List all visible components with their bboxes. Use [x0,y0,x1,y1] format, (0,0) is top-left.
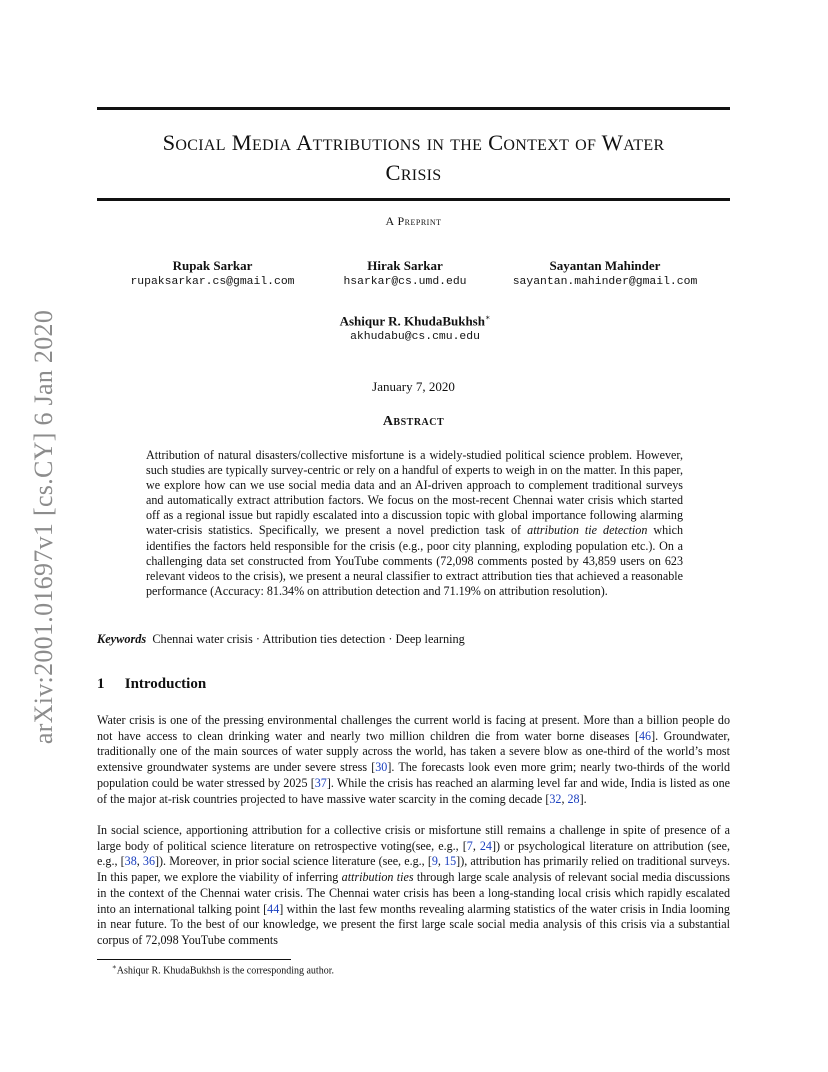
title-top-rule [97,107,730,110]
footnote-marker: ∗ [112,963,117,971]
citation-link[interactable]: 9 [431,854,438,869]
citation-link[interactable]: 44 [267,901,280,916]
author-name: Rupak Sarkar [172,258,253,273]
footnote [112,963,334,976]
citation-link[interactable]: 24 [479,838,492,853]
citation-link[interactable]: 32 [549,791,562,806]
citation-link[interactable]: 38 [124,854,137,869]
author-block [105,258,320,290]
author-block [310,310,520,345]
footnote-rule [97,959,291,960]
title-line-1: Social Media Attributions in the Context of Water [162,130,665,155]
intro-paragraph: In social science, apportioning attribution for a collective crisis or misfortune still remains a challenge in spite of presence of a large body of political science literature on retrospective voting(see, e.g., [7, 24]) or psychological literature on attribution (see, e.g., [38, 36]). Moreover, in prior social science literature (see, e.g., [9, 15]), attribution has primarily relied on traditional surveys. In this paper, we explore the viability of inferring attribution ties through large scale analysis of relevant social media discussions in the context of the Chennai water crisis. The Chennai water crisis has been a long-standing local crisis which rapidly escalated into an international talking point [44] within the last few months revealing alarming statistics of the water crisis in India looming in near future. To the best of our knowledge, we present the first large scale social media analysis of this crisis via a substantial corpus of 72,098 YouTube comments [97,823,731,947]
section-heading [97,676,206,693]
author-name: Hirak Sarkar [367,258,443,273]
author-name: Ashiqur R. KhudaBukhsh∗ [339,313,491,329]
keywords-line [97,632,465,647]
title-bottom-rule [97,198,730,201]
section-number: 1 [97,676,105,692]
author-block [500,258,710,290]
author-name: Sayantan Mahinder [549,258,661,273]
keywords-list: Chennai water crisis · Attribution ties detection · Deep learning [152,632,465,646]
citation-link[interactable]: 46 [639,728,652,743]
paper-title [97,128,730,188]
abstract-heading: Abstract [382,414,445,429]
citation-link[interactable]: 7 [466,838,473,853]
author-email: rupaksarkar.cs@gmail.com [130,276,295,288]
preprint-label: A Preprint [385,214,442,228]
citation-link[interactable]: 37 [314,775,327,790]
citation-link[interactable]: 36 [142,854,155,869]
footnote-text: Ashiqur R. KhudaBukhsh is the corresponding author. [116,965,334,977]
author-email: akhudabu@cs.cmu.edu [350,331,480,344]
author-block [330,258,480,290]
footnote-marker: ∗ [484,313,491,322]
arxiv-side-stamp: arXiv:2001.01697v1 [cs.CY] 6 Jan 2020 [29,309,58,745]
section-title: Introduction [124,676,207,692]
author-email: hsarkar@cs.umd.edu [343,276,467,288]
citation-link[interactable]: 15 [444,854,457,869]
keywords-label: Keywords [97,632,147,646]
citation-link[interactable]: 28 [567,791,580,806]
abstract-text: Attribution of natural disasters/collective misfortune is a widely-studied political science problem. However, such studies are typically survey-centric or rely on a handful of experts to weigh in on the matter. In this paper, we explore how can we use social media data and an AI-driven approach to complement traditional surveys and automatically extract attribution factors. We focus on the most-recent Chennai water crisis which started off as a regional issue but rapidly escalated into a discussion topic with global importance following alarming water-crisis statistics. Specifically, we present a novel prediction task of attribution tie detection which identifies the factors held responsible for the crisis (e.g., poor city planning, exploding population etc.). On a challenging data set constructed from YouTube comments (72,098 comments posted by 43,859 users on 623 relevant videos to the crisis), we present a neural classifier to extract attribution ties that achieved a reasonable performance (Accuracy: 81.34% on attribution detection and 71.19% on attribution resolution). [146,448,683,598]
intro-paragraph: Water crisis is one of the pressing environmental challenges the current world is facing at present. More than a billion people do not have access to clean drinking water and nearly two million children die from water borne diseases [46]. Groundwater, traditionally one of the main sources of water supply across the world, has taken a severe blow as one-third of the world’s most extensive groundwater systems are under severe stress [30]. The forecasts look even more grim; nearly two-thirds of the world population could be water stressed by 2025 [37]. While the crisis has reached an alarming level far and wide, India is listed as one of the major at-risk countries projected to have massive water scarcity in the coming decade [32, 28]. [97,713,731,806]
author-email: sayantan.mahinder@gmail.com [512,276,698,288]
citation-link[interactable]: 30 [375,760,388,775]
paper-date: January 7, 2020 [372,379,455,394]
title-line-2: Crisis [385,160,442,185]
